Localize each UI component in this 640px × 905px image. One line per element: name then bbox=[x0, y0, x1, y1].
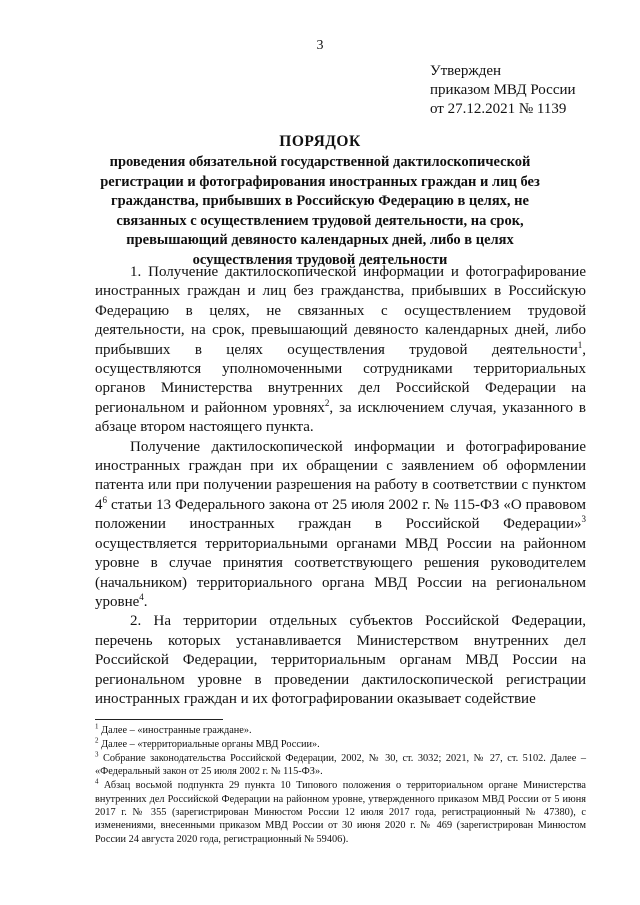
paragraph-1-text-a: 1. Получение дактилоскопической информации и фотографирование иностранных граждан и лиц без гражданства, прибывших в Российскую Федерацию в целях, не связанных с осуществлением трудовой деятельности, на срок, превышающий девяносто календарных дней, либо прибывших в целях осуществления трудовой деятельности bbox=[95, 264, 586, 358]
footnote-3 bbox=[95, 752, 586, 779]
footnote-number: 3 bbox=[95, 750, 99, 759]
paragraph-1-text-b: , осуществляются уполномоченными сотрудниками территориальных органов Министерства внутренних дел Российской Федерации на региональном и районном уровнях bbox=[95, 341, 586, 416]
footnote-number: 4 bbox=[95, 777, 99, 786]
footnote-ref-2: 2 bbox=[324, 397, 330, 408]
document-body bbox=[95, 263, 586, 709]
footnote-ref-1: 1 bbox=[577, 339, 583, 350]
paragraph-1-text-c: , за исключением случая, указанного в абзаце втором настоящего пункта. bbox=[95, 399, 586, 436]
paragraph-2 bbox=[95, 438, 586, 613]
footnote-ref-4: 4 bbox=[139, 591, 144, 602]
approval-line-3: от 27.12.2021 № 1139 bbox=[430, 101, 567, 117]
footnote-number: 1 bbox=[95, 722, 99, 731]
paragraph-2-text-a: Получение дактилоскопической информации и фотографирование иностранных граждан при их обращении с заявлением об оформлении патента или при получении разрешения на работу в соответствии с пунктом 4 bbox=[95, 438, 586, 513]
approval-line-1: Утвержден bbox=[430, 63, 502, 79]
document-subtitle: проведения обязательной государственной дактилоскопической регистрации и фотографирования иностранных граждан и лиц без гражданства, прибывших в Российскую Федерацию в целях, не связанных с осуществлением трудовой деятельности, на срок, превышающий девяносто календарных дней, либо в целях осуществления трудовой деятельности bbox=[100, 154, 540, 268]
footnote-text: Абзац восьмой подпункта 29 пункта 10 Типового положения о территориальном органе Министерства внутренних дел Российской Федерации на районном уровне, утвержденного приказом МВД России от 5 июня 2017 г. № 355 (зарегистрирован Минюстом России 12 июля 2017 года, регистрационный № 47380), с изменениями, внесенными приказом МВД России от 30 июня 2020 г. № 469 (зарегистрирован Минюстом России 24 августа 2020 года, регистрационный № 59406). bbox=[95, 780, 586, 845]
approval-line-2: приказом МВД России bbox=[430, 82, 576, 98]
footnote-separator bbox=[95, 719, 223, 720]
clause-superscript: 6 bbox=[102, 494, 107, 505]
footnote-text: Собрание законодательства Российской Федерации, 2002, № 30, ст. 3032; 2021, № 27, ст. 5102. Далее – «Федеральный закон от 25 июля 2002 г. № 115-ФЗ». bbox=[95, 752, 586, 778]
footnote-text: Далее – «иностранные граждане». bbox=[98, 725, 252, 736]
approval-stamp bbox=[430, 62, 576, 119]
paragraph-2-text-d: . bbox=[143, 593, 148, 610]
footnote-text: Далее – «территориальные органы МВД России». bbox=[98, 738, 320, 750]
paragraph-2-text-c: осуществляется территориальными органами МВД России на районном уровне в случае принятия соответствующего решения руководителем (начальником) территориального органа МВД России на региональном уровне bbox=[95, 535, 586, 610]
footnote-2 bbox=[95, 738, 586, 751]
footnote-ref-3: 3 bbox=[581, 514, 586, 525]
footnote-1 bbox=[95, 724, 586, 737]
page-number: 3 bbox=[316, 38, 324, 53]
paragraph-2-text-b: статьи 13 Федерального закона от 25 июля 2002 г. № 115-ФЗ «О правовом положении иностранных граждан в Российской Федерации» bbox=[95, 496, 586, 533]
paragraph-3: 2. На территории отдельных субъектов Российской Федерации, перечень которых устанавливается Министерством внутренних дел Российской Федерации, территориальным органам МВД России на региональном уровне в проведении дактилоскопической регистрации иностранных граждан и их фотографировании оказывает содействие bbox=[95, 613, 586, 707]
footnote-4 bbox=[95, 779, 586, 846]
document-title: ПОРЯДОК bbox=[279, 133, 361, 150]
footnote-number: 2 bbox=[95, 736, 99, 745]
paragraph-1 bbox=[95, 263, 586, 438]
footnotes bbox=[95, 724, 586, 847]
